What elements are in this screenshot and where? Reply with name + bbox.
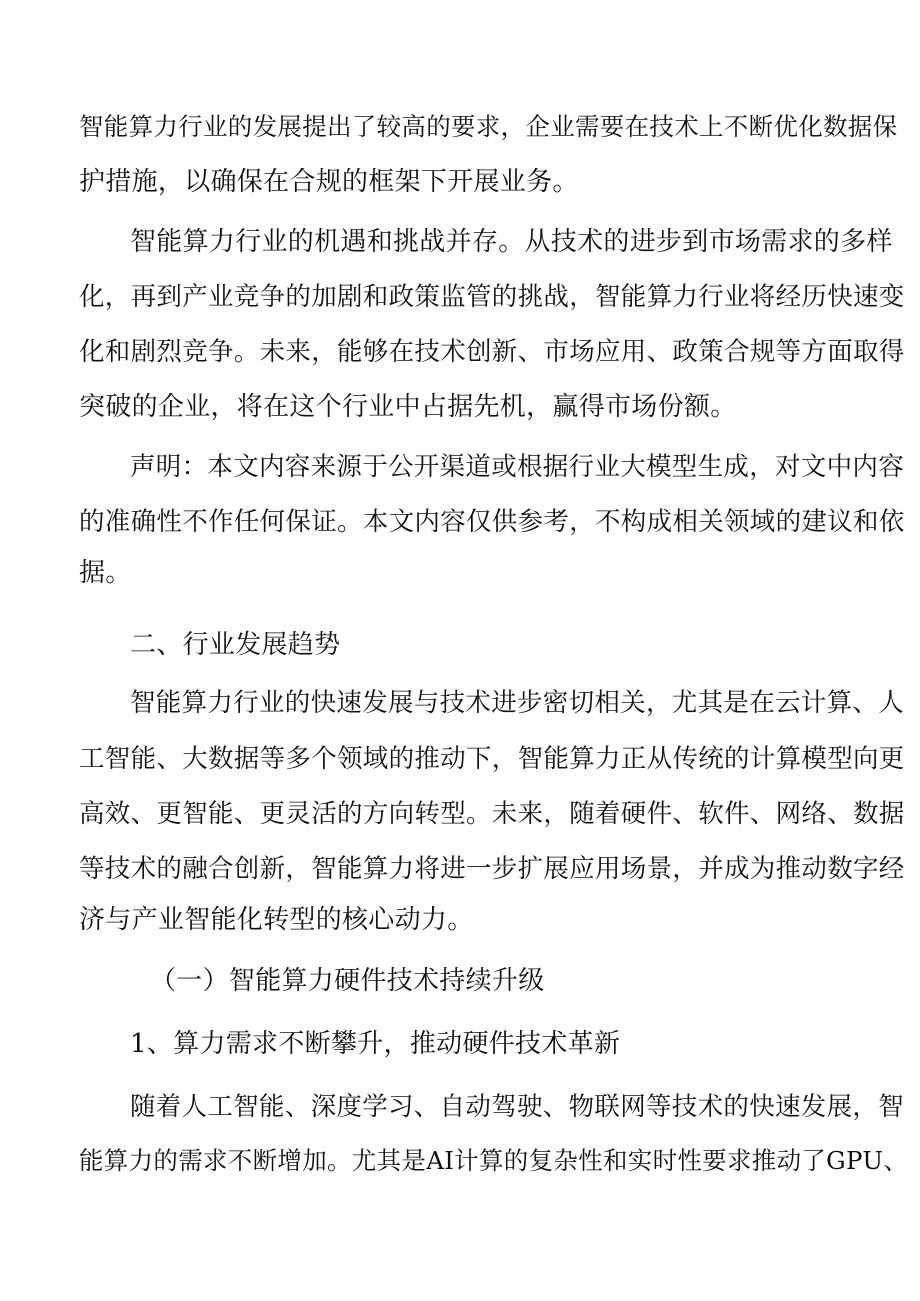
item-heading: 1、算力需求不断攀升，推动硬件技术革新 (130, 1029, 621, 1059)
paragraph-first-line: 智能算力行业的机遇和挑战并存。从技术的进步到市场需求的多样 (130, 227, 893, 257)
text-line: 据。 (79, 558, 132, 588)
subsection-heading: （一）智能算力硬件技术持续升级 (150, 966, 545, 996)
text-line: 高效、更智能、更灵活的方向转型。未来，随着硬件、软件、网络、数据 (79, 799, 905, 829)
text-line: 智能算力行业的发展提出了较高的要求，企业需要在技术上不断优化数据保 (79, 112, 898, 141)
text-line: 化，再到产业竞争的加剧和政策监管的挑战，智能算力行业将经历快速变 (79, 282, 905, 312)
text-line: 的准确性不作任何保证。本文内容仅供参考，不构成相关领域的建议和依 (79, 507, 905, 537)
text-line: 能算力的需求不断增加。尤其是AI计算的复杂性和实时性要求推动了GPU、 (79, 1146, 909, 1175)
section-heading: 二、行业发展趋势 (130, 630, 341, 660)
text-line: 突破的企业，将在这个行业中占据先机，赢得市场份额。 (79, 392, 737, 422)
text-line: 济与产业智能化转型的核心动力。 (79, 905, 474, 935)
text-line: 护措施，以确保在合规的框架下开展业务。 (79, 167, 579, 197)
text-line: 化和剧烈竞争。未来，能够在技术创新、市场应用、政策合规等方面取得 (79, 337, 905, 367)
text-line: 等技术的融合创新，智能算力将进一步扩展应用场景，并成为推动数字经 (79, 854, 905, 884)
paragraph-first-line: 智能算力行业的快速发展与技术进步密切相关，尤其是在云计算、人 (130, 688, 905, 718)
paragraph-first-line: 随着人工智能、深度学习、自动驾驶、物联网等技术的快速发展，智 (130, 1092, 905, 1122)
disclaimer-first-line: 声明：本文内容来源于公开渠道或根据行业大模型生成，对文中内容 (130, 452, 905, 482)
text-line: 工智能、大数据等多个领域的推动下，智能算力正从传统的计算模型向更 (79, 744, 905, 774)
